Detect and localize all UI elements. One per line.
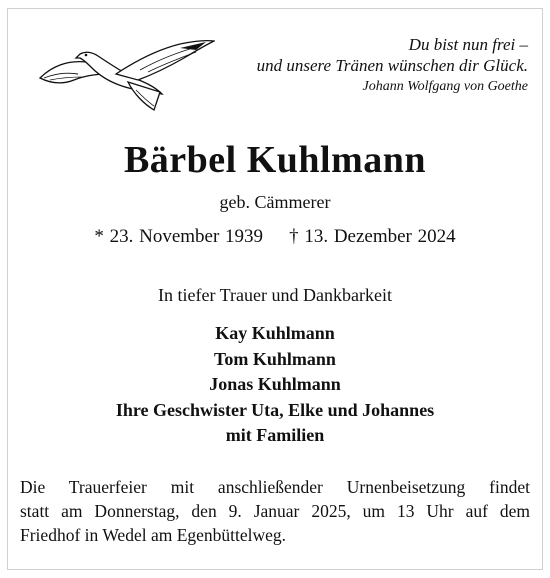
- mourner-item: Jonas Kuhlmann: [209, 374, 341, 394]
- funeral-info-line-2: statt am Donnerstag, den 9. Januar 2025, um 13 Uhr auf dem: [20, 501, 530, 521]
- birth-name: geb. Cämmerer: [219, 192, 331, 212]
- mourners-list: [0, 321, 550, 449]
- quote-author: Johann Wolfgang von Goethe: [362, 79, 528, 94]
- goethe-quote: [208, 34, 528, 97]
- birth-date: * 23. November 1939: [94, 226, 264, 247]
- funeral-info: [20, 475, 530, 547]
- life-dates: [0, 226, 550, 248]
- mourner-item: Tom Kuhlmann: [214, 348, 336, 369]
- mourner-item: Kay Kuhlmann: [215, 323, 335, 343]
- deceased-name: Bärbel Kuhlmann: [123, 139, 427, 181]
- funeral-info-line-3: Friedhof in Wedel am Egenbüttelweg.: [20, 525, 287, 545]
- seagull-icon: [30, 34, 215, 114]
- death-date: † 13. Dezember 2024: [289, 226, 456, 247]
- funeral-info-line-1: Die Trauerfeier mit anschließender Urnenbeisetzung findet: [20, 477, 530, 497]
- quote-line-2: und unsere Tränen wünschen dir Glück.: [256, 56, 528, 75]
- mourner-item: mit Familien: [225, 425, 325, 445]
- mourner-item: Ihre Geschwister Uta, Elke und Johannes: [115, 399, 435, 420]
- quote-line-1: Du bist nun frei –: [408, 35, 528, 54]
- mourning-text: In tiefer Trauer und Dankbarkeit: [158, 285, 392, 305]
